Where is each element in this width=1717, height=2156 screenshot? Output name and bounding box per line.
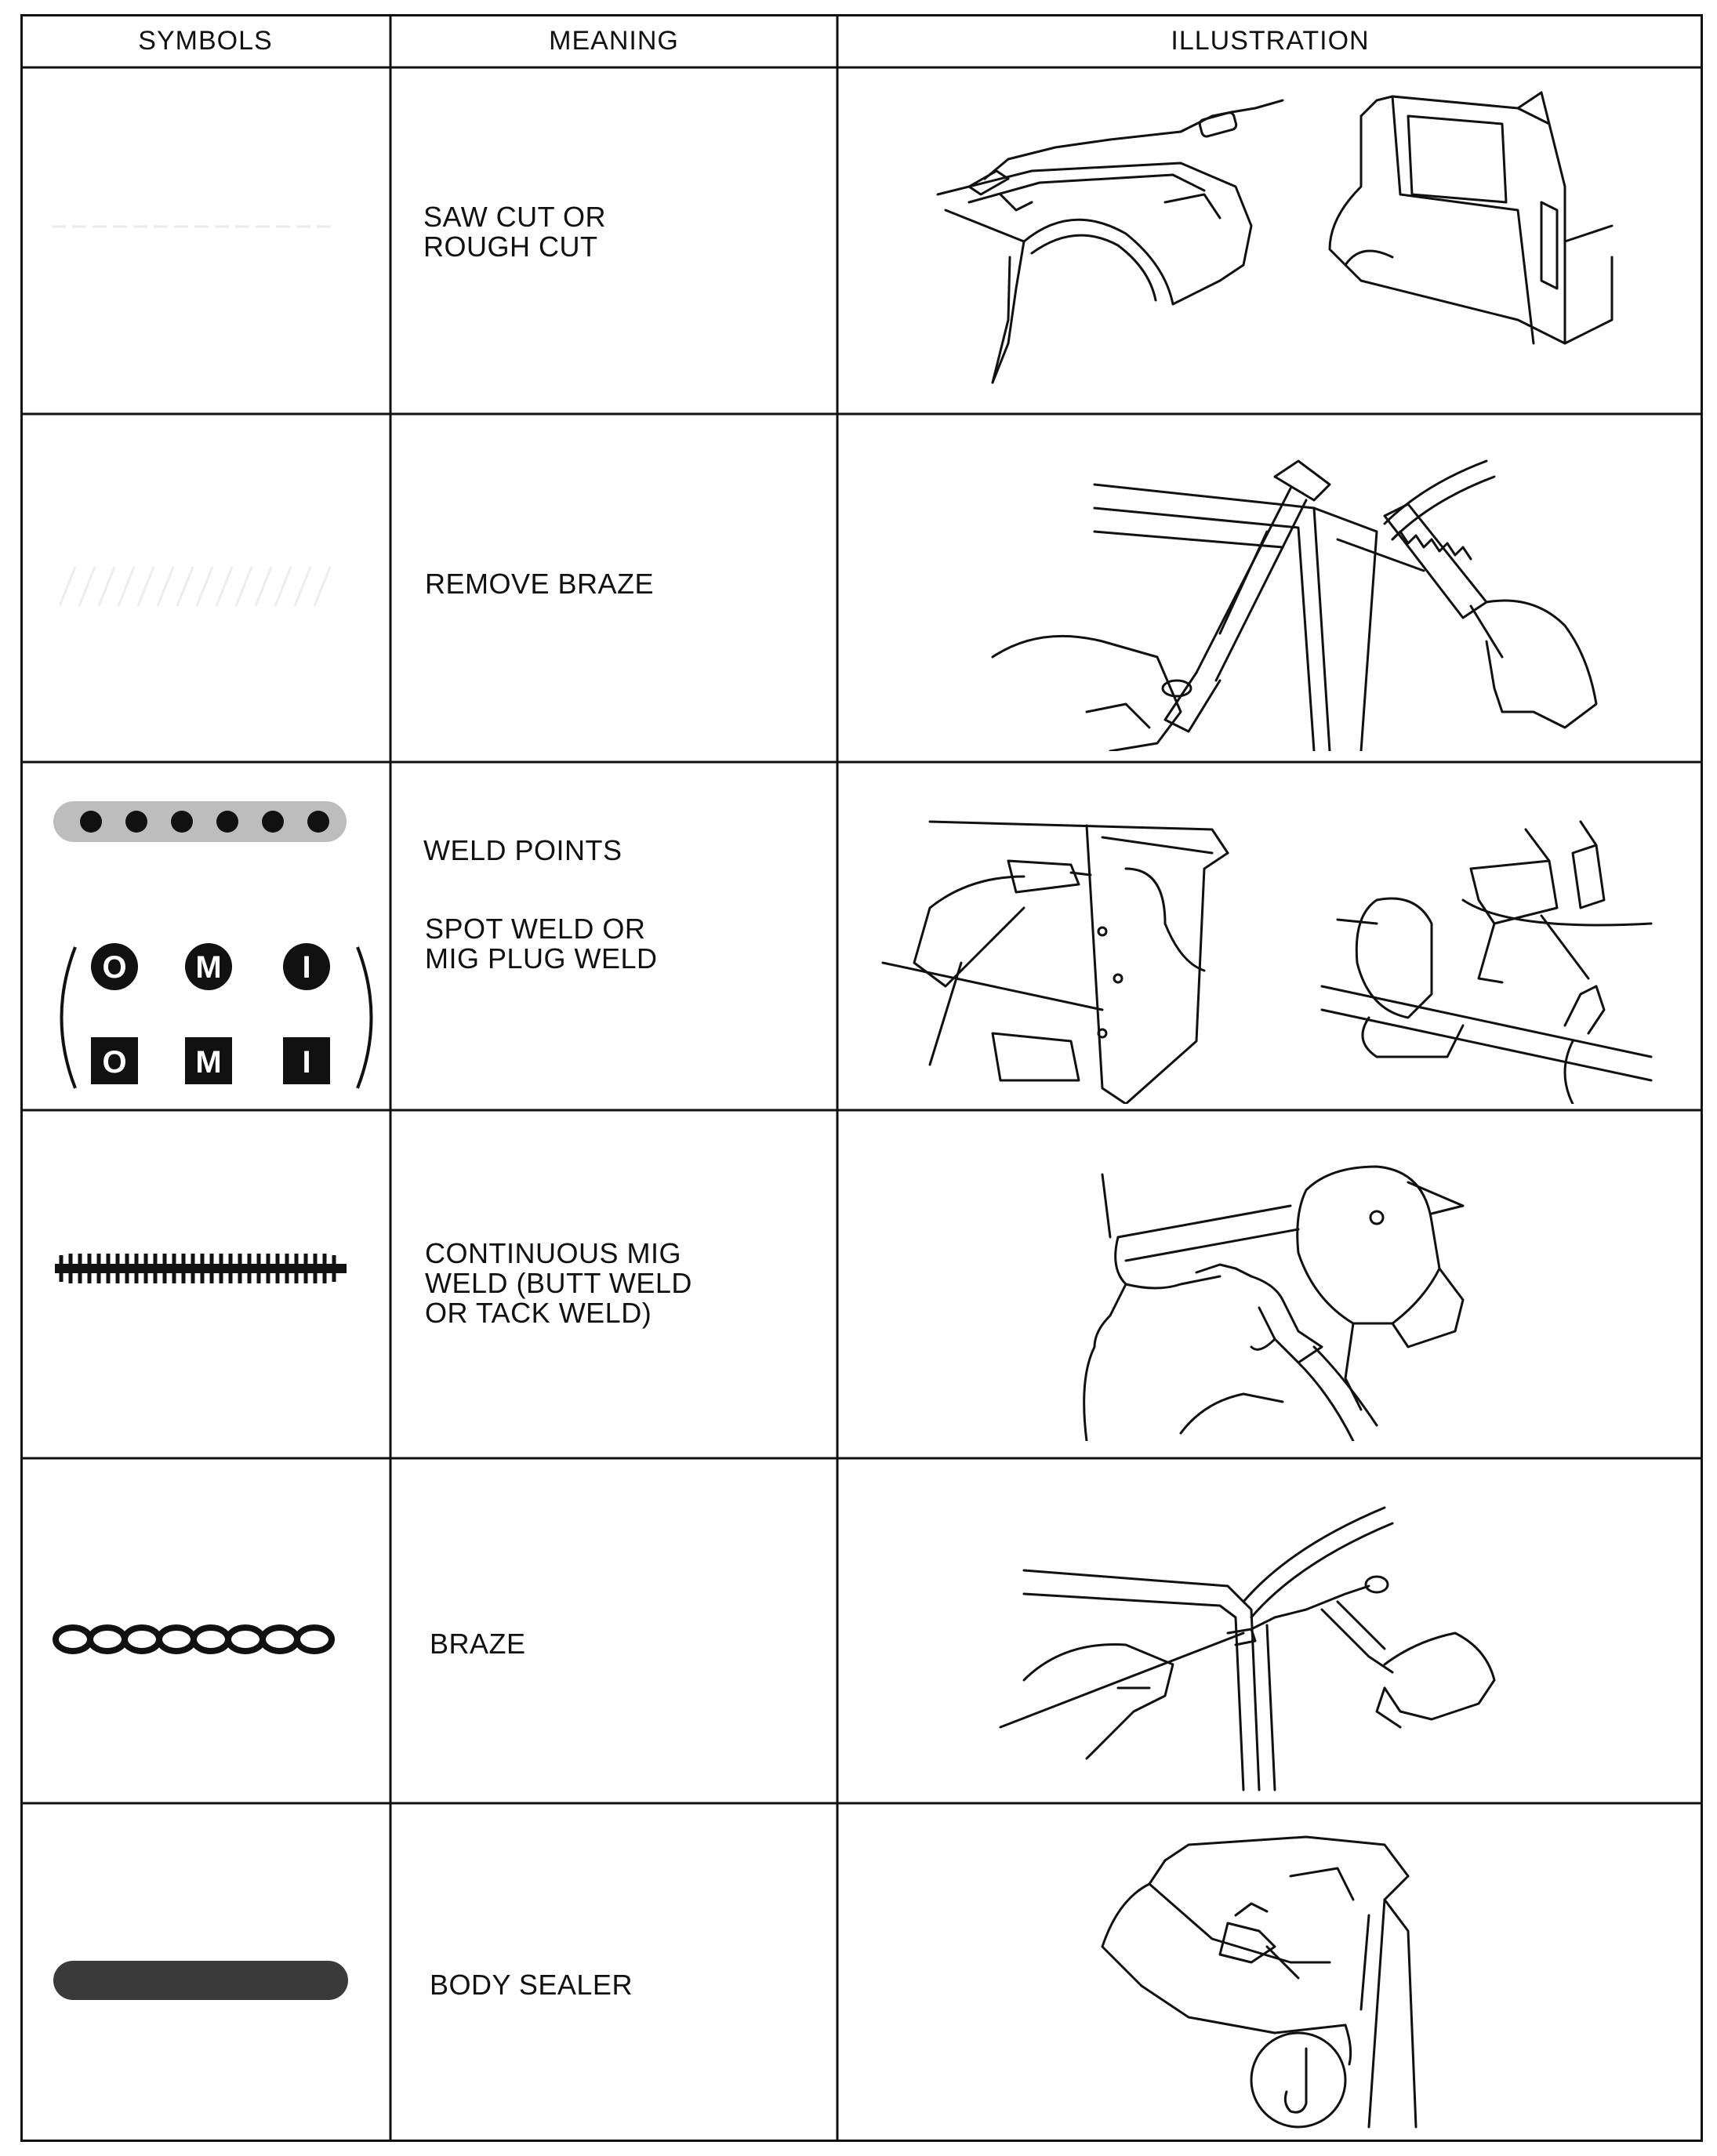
header-illustration: ILLUSTRATION: [1171, 25, 1370, 56]
meaning-remove-braze: REMOVE BRAZE: [425, 568, 655, 600]
spot-weld-symbols-icon: [52, 931, 381, 1104]
saw-cut-symbol-icon: [52, 222, 334, 231]
braze-chain-symbol-icon: [52, 1620, 350, 1659]
meaning-weld-points: WELD POINTS: [423, 834, 623, 866]
remove-braze-symbol-icon: [60, 563, 350, 610]
meaning-continuous-mig-weld: CONTINUOUS MIG WELD (BUTT WELD OR TACK WELD): [425, 1237, 692, 1329]
continuous-weld-bead-icon: [52, 1249, 350, 1288]
welder-with-mig-gun-illustration: [1063, 1143, 1502, 1441]
header-meaning: MEANING: [549, 25, 679, 56]
meaning-spot-weld: SPOT WELD OR MIG PLUG WELD: [425, 913, 658, 975]
body-sealer-symbol-icon: [52, 1958, 350, 2002]
meaning-saw-cut: SAW CUT OR ROUGH CUT: [423, 201, 607, 263]
saw-cutting-quarter-panel-illustration: [922, 85, 1628, 398]
sealer-gun-on-wheelhouse-illustration: [1071, 1829, 1479, 2135]
meaning-body-sealer: BODY SEALER: [430, 1969, 633, 2001]
torch-brazing-on-pillar-illustration: [993, 1500, 1557, 1798]
svg-text:M: M: [195, 950, 222, 985]
torch-and-wire-brush-illustration: [922, 453, 1628, 751]
svg-text:I: I: [302, 1045, 311, 1080]
svg-text:O: O: [102, 950, 127, 985]
svg-text:O: O: [102, 1045, 127, 1080]
meaning-braze: BRAZE: [430, 1628, 526, 1660]
svg-text:M: M: [195, 1045, 222, 1080]
drilling-and-spot-welding-illustration: [867, 806, 1683, 1104]
symbols-table: [20, 14, 1703, 2142]
weld-points-symbol-icon: [52, 798, 350, 845]
header-symbols: SYMBOLS: [138, 25, 273, 56]
svg-text:I: I: [302, 950, 311, 985]
